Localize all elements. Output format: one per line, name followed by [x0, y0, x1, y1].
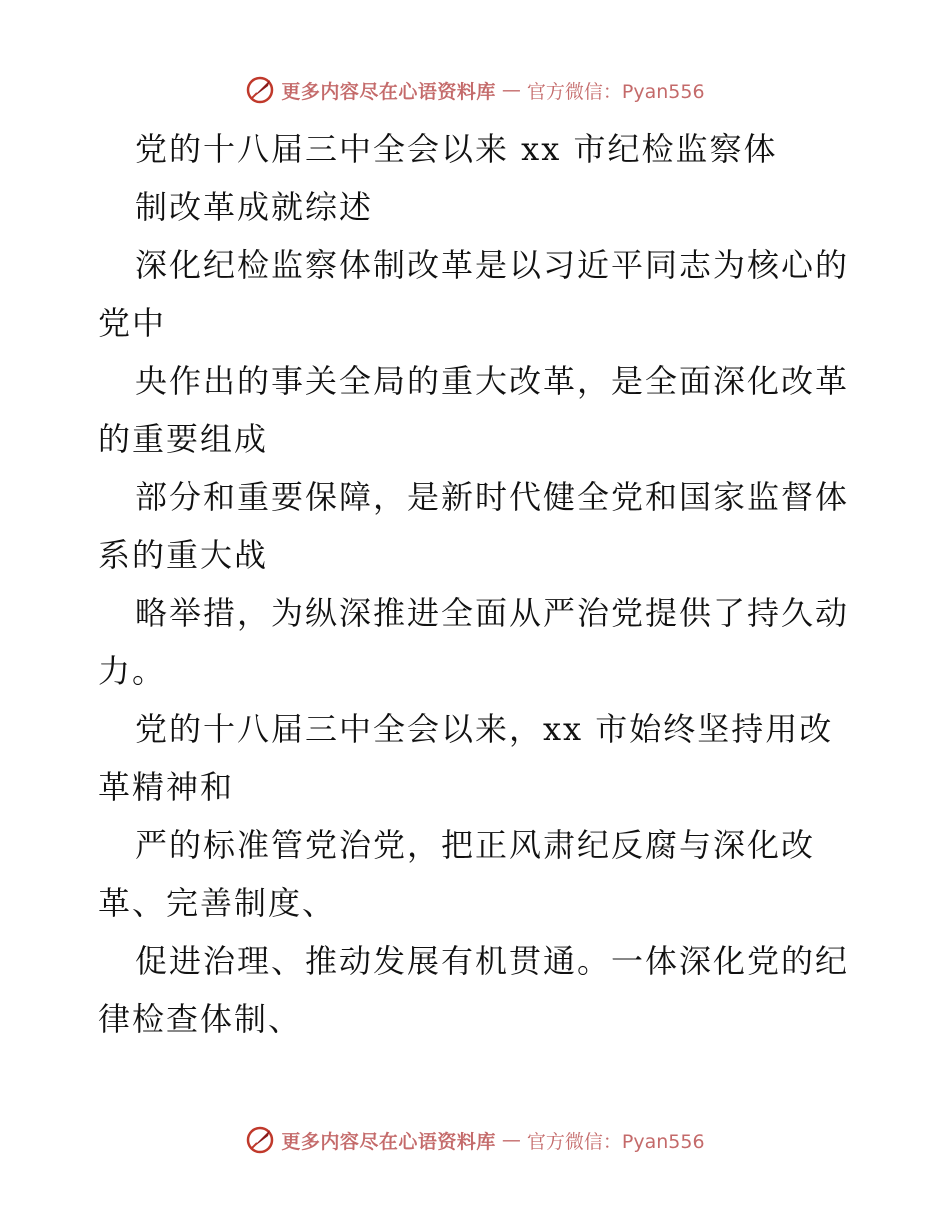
text-line: 部分和重要保障，是新时代健全党和国家监督体: [135, 478, 850, 516]
text-line: 制改革成就综述: [135, 188, 374, 226]
text-line: 略举措，为纵深推进全面从严治党提供了持久动: [135, 594, 850, 632]
text-line: 革、完善制度、: [98, 884, 337, 922]
document-body: [98, 120, 868, 1048]
text-line: 党中: [98, 304, 167, 342]
quill-logo-icon: [245, 1125, 275, 1155]
banner-contact: 官方微信：Pyan556: [526, 1130, 705, 1153]
text-line: 革精神和: [98, 768, 235, 806]
header-banner: [0, 70, 950, 110]
text-line: 力。: [98, 652, 167, 690]
banner-separator: —: [501, 79, 521, 101]
text-line: 党的十八届三中全会以来 xx 市纪检监察体: [135, 130, 778, 168]
quill-logo-icon: [245, 75, 275, 105]
text-line: 党的十八届三中全会以来，xx 市始终坚持用改: [135, 710, 834, 748]
text-line: 央作出的事关全局的重大改革，是全面深化改革: [135, 362, 850, 400]
banner-slogan: 更多内容尽在心语资料库: [281, 1130, 496, 1153]
text-line: 系的重大战: [98, 536, 269, 574]
text-line: 律检查体制、: [98, 1000, 303, 1038]
banner-contact: 官方微信：Pyan556: [526, 80, 705, 103]
text-line: 严的标准管党治党，把正风肃纪反腐与深化改: [135, 826, 816, 864]
text-line: 深化纪检监察体制改革是以习近平同志为核心的: [135, 246, 850, 284]
footer-banner: [0, 1120, 950, 1160]
text-line: 的重要组成: [98, 420, 269, 458]
banner-slogan: 更多内容尽在心语资料库: [281, 80, 496, 103]
text-line: 促进治理、推动发展有机贯通。一体深化党的纪: [135, 942, 850, 980]
banner-separator: —: [501, 1129, 521, 1151]
